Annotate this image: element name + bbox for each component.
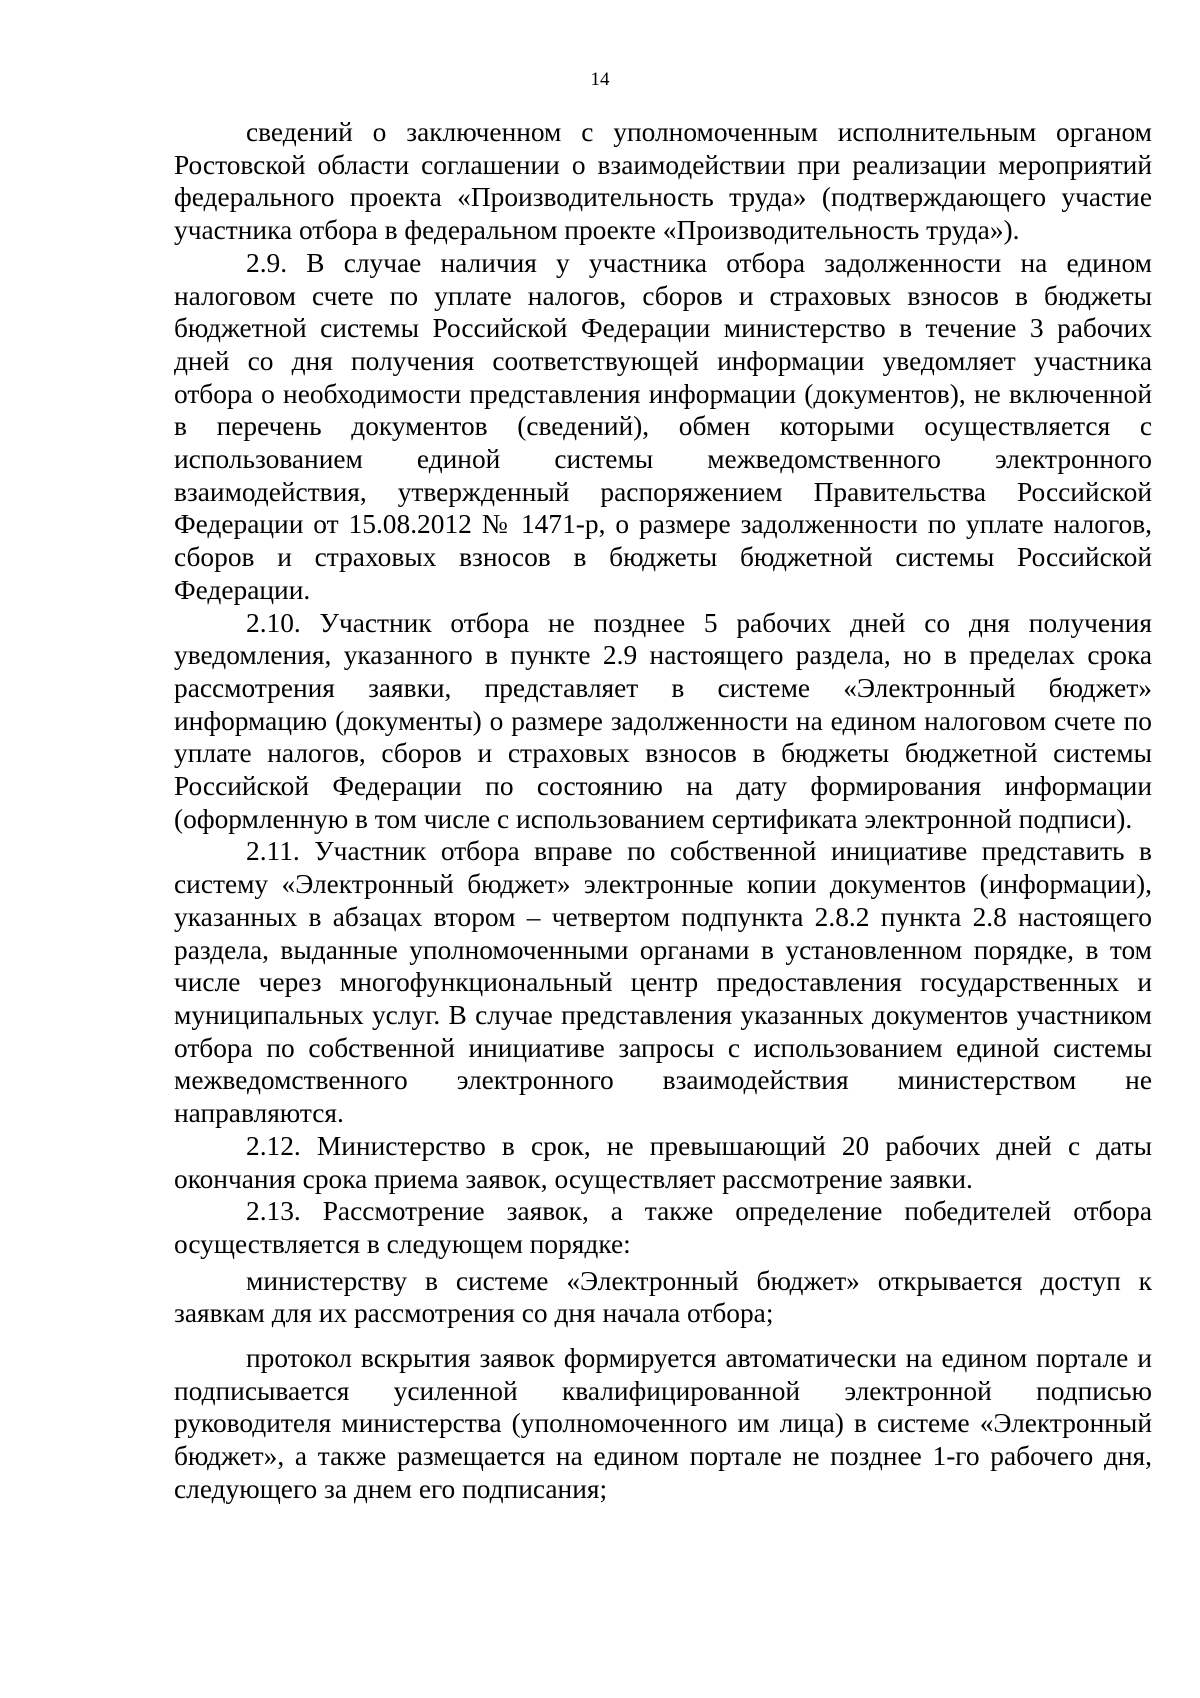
page-number: 14: [590, 69, 610, 90]
paragraph-2-11: 2.11. Участник отбора вправе по собственной инициативе представить в систему «Электронный бюджет» электронные копии документов (информации), указанных в абзацах втором – четвертом подпункта 2.8.2 пункта 2.8 настоящего раздела, выданные уполномоченными органами в установленном порядке, в том числе через многофункциональный центр предоставления государственных и муниципальных услуг. В случае представления указанных документов участником отбора по собственной инициативе запросы с использованием единой системы межведомственного электронного взаимодействия министерством не направляются.: [174, 836, 1152, 1129]
paragraph-2-10: 2.10. Участник отбора не позднее 5 рабочих дней со дня получения уведомления, указанного в пункте 2.9 настоящего раздела, но в пределах срока рассмотрения заявки, представляет в системе «Электронный бюджет» информацию (документы) о размере задолженности на едином налоговом счете по уплате налогов, сборов и страховых взносов в бюджеты бюджетной системы Российской Федерации по состоянию на дату формирования информации (оформленную в том числе с использованием сертификата электронной подписи).: [174, 607, 1152, 834]
paragraph-access: министерству в системе «Электронный бюджет» открывается доступ к заявкам для их рассмотрения со дня начала отбора;: [174, 1265, 1152, 1329]
paragraph-2-12: 2.12. Министерство в срок, не превышающий 20 рабочих дней с даты окончания срока приема заявок, осуществляет рассмотрение заявки.: [174, 1130, 1152, 1194]
paragraph-2-9: 2.9. В случае наличия у участника отбора задолженности на едином налоговом счете по уплате налогов, сборов и страховых взносов в бюджеты бюджетной системы Российской Федерации министерство в течение 3 рабочих дней со дня получения соответствующей информации уведомляет участника отбора о необходимости представления информации (документов), не включенной в перечень документов (сведений), обмен которыми осуществляется с использованием единой системы межведомственного электронного взаимодействия, утвержденный распоряжением Правительства Российской Федерации от 15.08.2012 № 1471-р, о размере задолженности по уплате налогов, сборов и страховых взносов в бюджеты бюджетной системы Российской Федерации.: [174, 247, 1152, 605]
document-body: [174, 116, 1152, 1506]
paragraph-continuation: сведений о заключенном с уполномоченным исполнительным органом Ростовской области соглашении о взаимодействии при реализации мероприятий федерального проекта «Производительность труда» (подтверждающего участие участника отбора в федеральном проекте «Производительность труда»).: [174, 117, 1152, 246]
paragraph-protocol: протокол вскрытия заявок формируется автоматически на едином портале и подписывается усиленной квалифицированной электронной подписью руководителя министерства (уполномоченного им лица) в системе «Электронный бюджет», а также размещается на едином портале не позднее 1-го рабочего дня, следующего за днем его подписания;: [174, 1343, 1152, 1504]
paragraph-2-13: 2.13. Рассмотрение заявок, а также определение победителей отбора осуществляется в следующем порядке:: [174, 1196, 1152, 1259]
